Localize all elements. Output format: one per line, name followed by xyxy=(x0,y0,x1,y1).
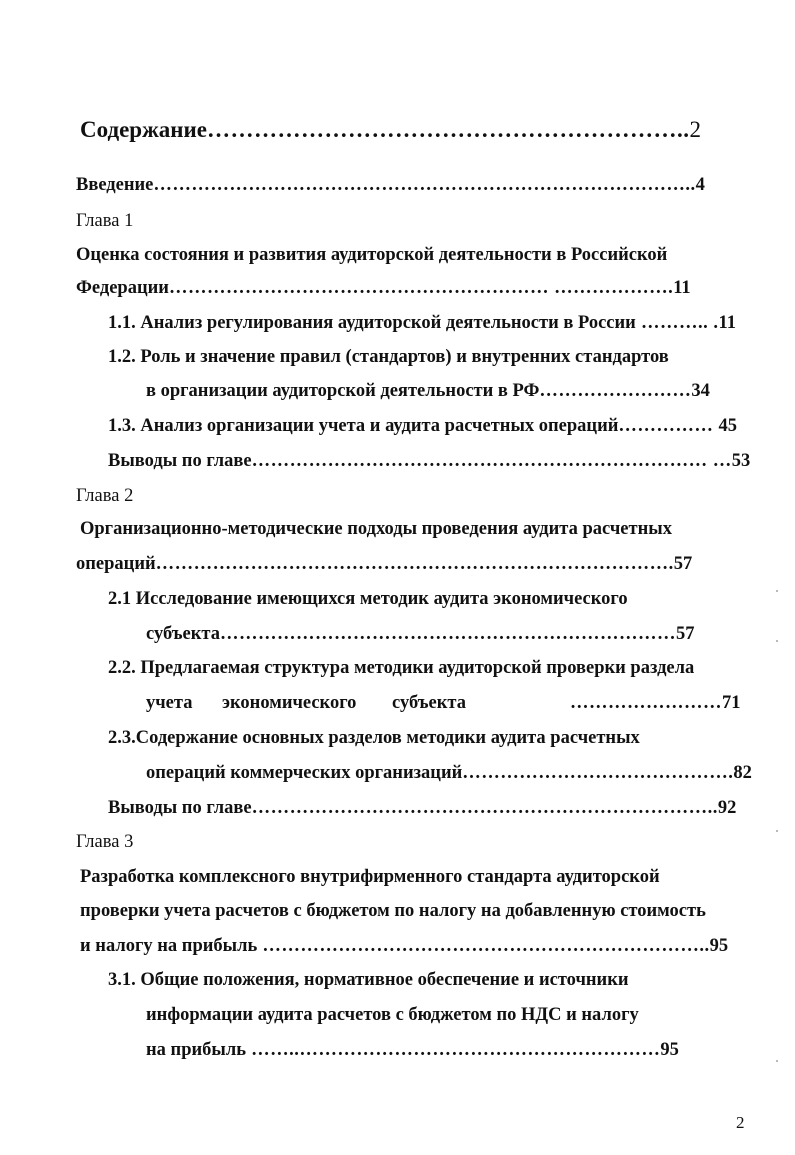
toc-entry-page: 53 xyxy=(731,451,751,471)
toc-entry-leader: ………………………………………………………………………….. xyxy=(153,175,696,195)
toc-entry-label: на прибыль xyxy=(146,1040,246,1060)
toc-entry-leader: ……………………………………. xyxy=(462,763,734,783)
toc-entry-label: операций коммерческих организаций xyxy=(146,763,463,783)
section-3-1-line2: информации аудита расчетов с бюджетом по НДС и налогу xyxy=(146,1005,639,1025)
chapter-2-title-line1: Организационно-методические подходы проведения аудита расчетных xyxy=(80,519,672,539)
toc-title-label: Содержание xyxy=(80,117,207,142)
toc-entry-label: и налогу на прибыль xyxy=(80,936,258,956)
section-2-1-line1: 2.1 Исследование имеющихся методик аудита экономического xyxy=(108,589,628,609)
toc-entry-label: 1.3. Анализ организации учета и аудита расчетных операций xyxy=(108,416,619,436)
toc-entry-label: в организации аудиторской деятельности в РФ xyxy=(146,381,540,401)
toc-entry-page: 95 xyxy=(660,1040,679,1060)
section-2-2-word-3: субъекта xyxy=(392,693,466,713)
toc-entry-page: 4 xyxy=(695,175,705,195)
section-3-1-line3 xyxy=(146,1039,679,1061)
section-2-2-word-2: экономического xyxy=(222,693,357,713)
page-number: 2 xyxy=(736,1113,745,1132)
toc-entry-page: 95 xyxy=(709,936,729,956)
chapter-2-heading: Глава 2 xyxy=(76,486,134,506)
chapter-3-heading: Глава 3 xyxy=(76,832,134,852)
section-1-1 xyxy=(108,312,736,334)
toc-entry-leader: …………………………………………………………….. xyxy=(257,936,710,956)
chapter-3-title-line2: проверки учета расчетов с бюджетом по налогу на добавленную стоимость xyxy=(80,901,706,921)
section-2-2-line2-end xyxy=(570,692,741,714)
section-1-3 xyxy=(108,415,737,437)
toc-entry-page: 71 xyxy=(722,693,741,713)
toc-entry-label: Федерации xyxy=(76,278,169,298)
chapter-1-title-line1: Оценка состояния и развития аудиторской деятельности в Российской xyxy=(76,245,668,265)
section-2-1-line2 xyxy=(146,623,694,645)
section-2-3-line2 xyxy=(146,762,752,784)
toc-entry-page: 82 xyxy=(733,763,752,783)
toc-title-page: 2 xyxy=(689,117,701,142)
chapter-1-conclusions xyxy=(108,450,750,472)
toc-entry-page: 11 xyxy=(718,313,736,333)
chapter-2-conclusions xyxy=(108,797,736,819)
section-2-3-line1: 2.3.Содержание основных разделов методики аудита расчетных xyxy=(108,728,640,748)
scan-speck xyxy=(776,830,778,832)
scan-speck xyxy=(776,590,778,592)
toc-entry-leader: ………………………………………………………………………. xyxy=(155,554,674,574)
toc-entry-label: Выводы по главе xyxy=(108,798,252,818)
toc-entry-leader: …………………… xyxy=(570,693,722,713)
toc-entry-page: 11 xyxy=(673,278,691,298)
toc-entry-page: 92 xyxy=(717,798,737,818)
section-2-2-word-1: учета xyxy=(146,693,193,713)
toc-title-leader: …………………………………………………….. xyxy=(206,117,690,142)
section-1-2-line1: 1.2. Роль и значение правил (стандартов) и внутренних стандартов xyxy=(108,347,669,367)
toc-entry-intro xyxy=(76,174,705,196)
toc-entry-page: 45 xyxy=(718,416,738,436)
section-1-2-line2 xyxy=(146,380,710,402)
toc-title xyxy=(80,116,701,144)
toc-entry-page: 57 xyxy=(673,554,693,574)
toc-entry-leader: ……………………………………………………………… … xyxy=(251,451,732,471)
toc-entry-leader: ……………………………………………………………….. xyxy=(251,798,718,818)
toc-entry-leader: ……..………………………………………………… xyxy=(246,1040,661,1060)
toc-entry-leader: ……………………………………………………………… xyxy=(219,624,676,644)
toc-entry-label: операций xyxy=(76,554,156,574)
toc-entry-leader: …………… xyxy=(618,416,719,436)
toc-entry-leader: …………………………………………………… ………………. xyxy=(168,278,674,298)
toc-entry-label: 1.1. Анализ регулирования аудиторской деятельности в России xyxy=(108,313,636,333)
toc-entry-leader: …………………… xyxy=(539,381,692,401)
toc-entry-page: 34 xyxy=(691,381,710,401)
section-3-1-line1: 3.1. Общие положения, нормативное обеспечение и источники xyxy=(108,970,629,990)
chapter-1-title-line2 xyxy=(76,277,691,299)
scan-speck xyxy=(776,640,778,642)
toc-entry-label: Выводы по главе xyxy=(108,451,252,471)
chapter-1-heading: Глава 1 xyxy=(76,211,134,231)
scan-speck xyxy=(776,1060,778,1062)
toc-entry-label: Введение xyxy=(76,175,154,195)
chapter-2-title-line2 xyxy=(76,553,692,575)
section-2-2-line1: 2.2. Предлагаемая структура методики аудиторской проверки раздела xyxy=(108,658,695,678)
toc-entry-leader: ……….. . xyxy=(635,313,719,333)
toc-entry-label: субъекта xyxy=(146,624,220,644)
chapter-3-title-line3 xyxy=(80,935,728,957)
chapter-3-title-line1: Разработка комплексного внутрифирменного стандарта аудиторской xyxy=(80,867,660,887)
toc-entry-page: 57 xyxy=(675,624,695,644)
